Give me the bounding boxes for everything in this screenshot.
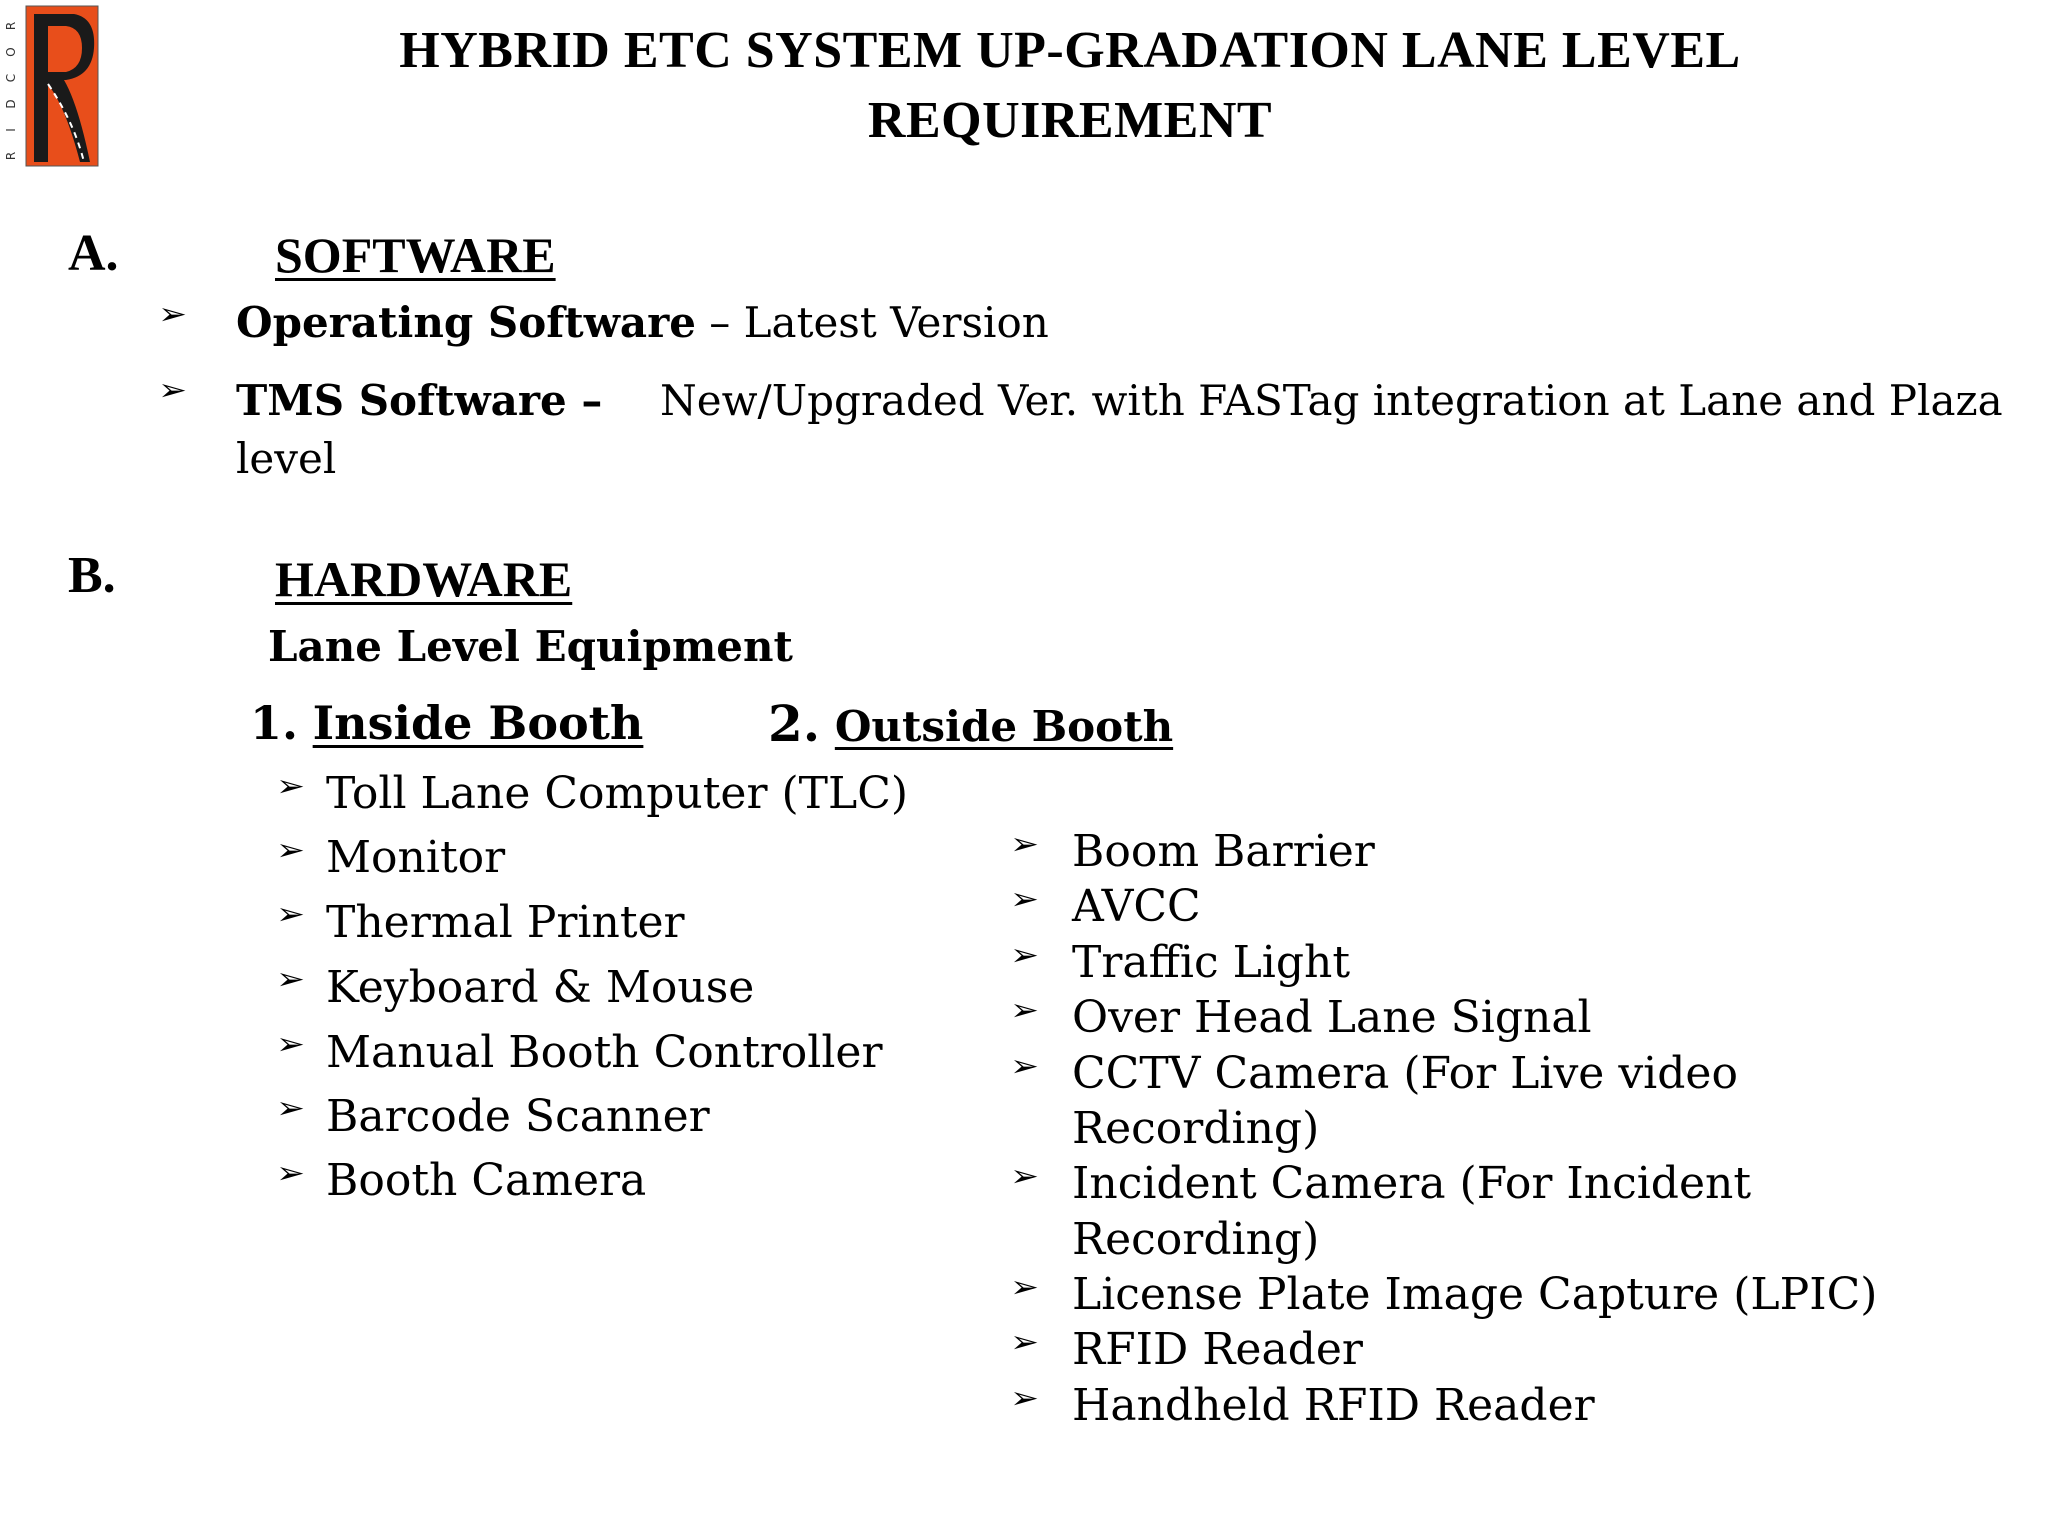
bullet-icon: ➢ xyxy=(276,1027,306,1062)
outside-item: Traffic Light xyxy=(1072,937,1351,988)
tms-software-value: New/Upgraded Ver. with FASTag integration at Lane and Plaza xyxy=(660,376,2003,425)
tms-software-continuation: level xyxy=(236,434,337,483)
svg-text:D: D xyxy=(4,99,18,109)
bullet-icon: ➢ xyxy=(1010,1325,1040,1360)
inside-item: Toll Lane Computer (TLC) xyxy=(326,768,909,819)
inside-item: Booth Camera xyxy=(326,1155,647,1206)
bullet-icon: ➢ xyxy=(276,769,306,804)
operating-software-item xyxy=(236,298,1049,347)
inside-item: Thermal Printer xyxy=(326,897,685,948)
lane-level-equipment-heading: Lane Level Equipment xyxy=(268,622,793,671)
bullet-icon: ➢ xyxy=(1010,1049,1040,1084)
company-logo xyxy=(4,4,100,168)
outside-booth-number: 2. xyxy=(768,694,821,753)
bullet-icon: ➢ xyxy=(276,1091,306,1126)
operating-software-value: – Latest Version xyxy=(695,298,1049,347)
outside-item: AVCC xyxy=(1072,881,1201,932)
bullet-icon: ➢ xyxy=(1010,827,1040,862)
outside-item: Handheld RFID Reader xyxy=(1072,1380,1595,1431)
tms-software-label-line xyxy=(236,376,602,425)
bullet-icon: ➢ xyxy=(1010,938,1040,973)
outside-item: Boom Barrier xyxy=(1072,826,1375,877)
outside-booth-title: Outside Booth xyxy=(834,702,1174,751)
hardware-heading: HARDWARE xyxy=(275,551,573,607)
outside-item: License Plate Image Capture (LPIC) xyxy=(1072,1269,1878,1320)
bullet-icon: ➢ xyxy=(276,833,306,868)
section-a-letter: A. xyxy=(68,225,119,282)
outside-item: RFID Reader xyxy=(1072,1324,1363,1375)
inside-booth-number: 1. xyxy=(250,696,299,750)
outside-item: Over Head Lane Signal xyxy=(1072,992,1592,1043)
inside-booth-heading xyxy=(250,696,643,750)
bullet-icon: ➢ xyxy=(276,962,306,997)
bullet-icon: ➢ xyxy=(1010,1270,1040,1305)
section-b-letter: B. xyxy=(68,547,116,604)
outside-item-continuation: Recording) xyxy=(1072,1103,1320,1154)
outside-item: CCTV Camera (For Live video xyxy=(1072,1048,1738,1099)
bullet-icon: ➢ xyxy=(276,1156,306,1191)
title-line-2: REQUIREMENT xyxy=(867,92,1273,149)
bullet-icon: ➢ xyxy=(1010,993,1040,1028)
operating-software-label: Operating Software xyxy=(236,298,696,347)
svg-text:O: O xyxy=(4,47,18,57)
svg-text:R: R xyxy=(4,151,18,161)
inside-booth-title: Inside Booth xyxy=(312,696,644,750)
inside-item: Barcode Scanner xyxy=(326,1091,710,1142)
svg-text:I: I xyxy=(4,128,18,132)
outside-item-continuation: Recording) xyxy=(1072,1214,1320,1265)
bullet-icon: ➢ xyxy=(1010,882,1040,917)
bullet-icon: ➢ xyxy=(1010,1381,1040,1416)
inside-item: Monitor xyxy=(326,832,506,883)
outside-item: Incident Camera (For Incident xyxy=(1072,1158,1752,1209)
bullet-icon: ➢ xyxy=(158,297,188,332)
outside-booth-heading xyxy=(768,694,1173,753)
inside-item: Manual Booth Controller xyxy=(326,1027,883,1078)
title-line-1: HYBRID ETC SYSTEM UP-GRADATION LANE LEVEL xyxy=(399,22,1741,79)
inside-item: Keyboard & Mouse xyxy=(326,962,755,1013)
svg-text:R: R xyxy=(4,21,18,31)
software-heading: SOFTWARE xyxy=(275,227,556,283)
bullet-icon: ➢ xyxy=(158,373,188,408)
page-title xyxy=(240,16,1900,156)
bullet-icon: ➢ xyxy=(276,897,306,932)
tms-software-label: TMS Software – xyxy=(236,376,603,425)
svg-text:C: C xyxy=(4,73,18,83)
bullet-icon: ➢ xyxy=(1010,1159,1040,1194)
